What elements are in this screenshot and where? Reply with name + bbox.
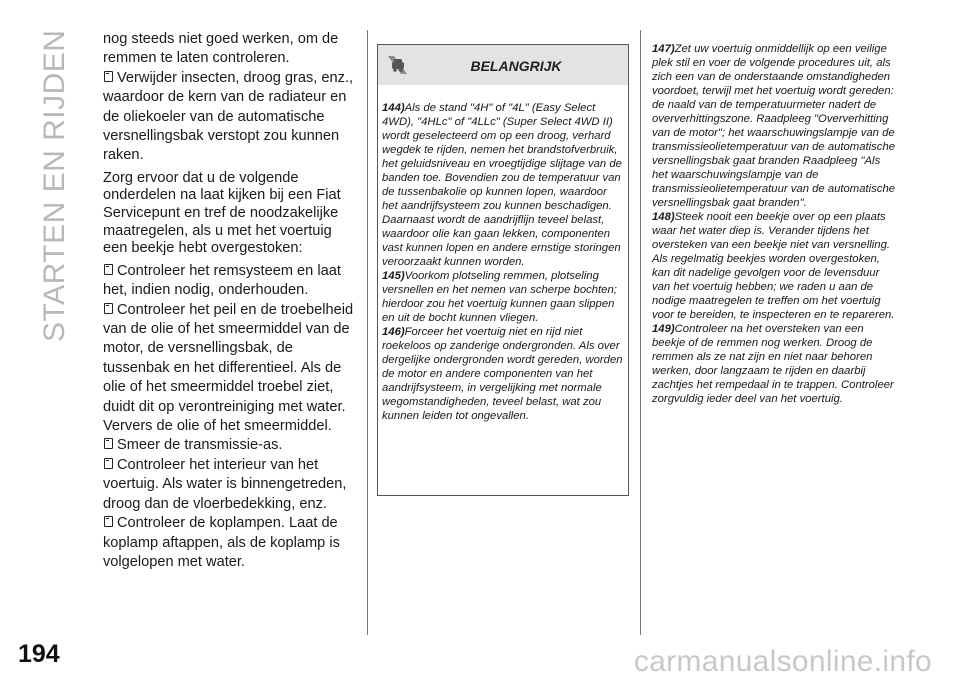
- paragraph-text: Zorg ervoor dat u de volgende onderdelen na laat kijken bij een Fiat Servicepunt en tref de noodzakelijke maatregelen, als u met het voertuig een beekje hebt overgestoken:: [103, 169, 341, 257]
- bullet-text: Controleer het peil en de troebelheid van de olie of het smeermiddel van de motor, de versnellingsbak, de tussenbak en het differentieel. Als de olie of het smeermiddel troebel ziet, duidt dit op verontreiniging met water. Ververs de olie of het smeermiddel.: [103, 301, 354, 435]
- note-text: Als de stand "4H" of "4L" (Easy Select 4WD), "4HLc" of "4LLc" (Super Select 4WD II) wordt geselecteerd om op een droog, verhard wegdek te rijden, nemen het brandstofverbruik, het geluidsniveau en vroegtijdige slijtage van de banden toe. Bovendien zou de temperatuur van de tussenbakolie op kunnen lopen, waardoor het aandrijfsysteem zou kunnen beschadigen. Daarnaast wordt de aandrijflijn teveel belast, waardoor olie kan gaan lekken, componenten vast kunnen lopen en andere ernstige storingen veroorzaakt kunnen worden.: [382, 102, 622, 268]
- bullet-item: [103, 262, 355, 301]
- main-text-column: [103, 30, 355, 572]
- bullet-text: Verwijder insecten, droog gras, enz., waardoor de kern van de radiateur en de oliekoeler van de automatische versnellingsbak verstopt zou kunnen raken.: [103, 69, 354, 164]
- paragraph: [103, 170, 355, 258]
- note-item: [652, 42, 898, 210]
- bullet-text: Controleer het remsysteem en laat het, indien nodig, onderhouden.: [103, 262, 341, 299]
- bullet-text: Controleer het interieur van het voertuig. Als water is binnengetreden, droog dan de vloerbedekking, enz.: [103, 456, 347, 512]
- note-item: [382, 101, 623, 269]
- bullet-text: Smeer de transmissie-as.: [117, 437, 283, 454]
- note-number: 145): [382, 270, 405, 282]
- bullet-item: [103, 514, 355, 572]
- notes-column: [652, 42, 898, 406]
- checkbox-bullet-icon: [103, 264, 113, 275]
- note-item: [652, 322, 898, 406]
- checkbox-bullet-icon: [103, 516, 113, 527]
- checkbox-bullet-icon: [103, 438, 113, 449]
- bullet-item: [103, 301, 355, 437]
- page-number: 194: [18, 640, 60, 668]
- note-item: [652, 210, 898, 322]
- note-number: 149): [652, 323, 675, 335]
- section-side-title: [38, 29, 82, 386]
- note-item: [382, 325, 623, 423]
- note-text: Forceer het voertuig niet en rijd niet roekeloos op zanderige ondergronden. Als over dergelijke ondergronden wordt gereden, worden de motor en andere componenten van het aandrijfsysteem, in vergelijking met normale wegomstandigheden, teveel belast, wat zou kunnen leiden tot ongevallen.: [382, 326, 623, 422]
- bullet-item: [103, 436, 355, 455]
- checkbox-bullet-icon: [103, 458, 113, 469]
- note-number: 144): [382, 102, 405, 114]
- watermark-link[interactable]: carmanualsonline.info: [633, 645, 932, 678]
- bullet-item: [103, 69, 355, 166]
- note-number: 148): [652, 211, 675, 223]
- checkbox-bullet-icon: [103, 71, 113, 82]
- warning-box: [377, 44, 629, 496]
- column-divider: [640, 30, 641, 635]
- note-text: Voorkom plotseling remmen, plotseling versnellen en het nemen van scherpe bochten; hierdoor zou het voertuig kunnen gaan slippen en uit de bocht kunnen vliegen.: [382, 270, 617, 324]
- note-number: 146): [382, 326, 405, 338]
- bullet-item: [103, 456, 355, 514]
- note-item: [382, 269, 623, 325]
- warning-box-title: BELANGRIJK: [470, 58, 562, 74]
- note-text: Steek nooit een beekje over op een plaats waar het water diep is. Verander tijdens het oversteken van een beekje niet van versnelling. Als regelmatig beekjes worden overgestoken, kan dit nadelige gevolgen voor de levensduur van het voertuig hebben; we raden u aan de nodige maatregelen te treffen om het voertuig voor te bereiden, te inspecteren en te repareren.: [652, 211, 895, 321]
- column-divider: [367, 30, 368, 635]
- note-text: Controleer na het oversteken van een beekje of de remmen nog werken. Droog de remmen als ze nat zijn en niet naar behoren werken, door langzaam te rijden en daarbij zachtjes het rempedaal in te trappen. Controleer zorgvuldig ieder deel van het voertuig.: [652, 323, 894, 405]
- section-side-title-text: STARTEN EN RIJDEN: [38, 29, 71, 342]
- warning-box-header: [378, 45, 628, 85]
- bullet-text: Controleer de koplampen. Laat de koplamp aftappen, als de koplamp is volgelopen met water.: [103, 515, 340, 570]
- note-text: Zet uw voertuig onmiddellijk op een veilige plek stil en voer de volgende procedures uit, als zich een van de onderstaande omstandigheden voordoet, terwijl met het voertuig wordt gereden: de naald van de temperatuurmeter nadert de oververhittingszone. Raadpleeg "Oververhitting van de motor"; het waarschuwingslampje van de transmissieolietemperatuur van de automatische versnellingsbak gaat branden Raadpleeg "Als het waarschuwingslampje van de transmissieolietemperatuur van de automatische versnellingsbak gaat branden".: [652, 43, 896, 209]
- warning-box-body: [378, 85, 628, 423]
- paragraph: nog steeds niet goed werken, om de remmen te laten controleren.: [103, 31, 339, 67]
- note-number: 147): [652, 43, 675, 55]
- checkbox-bullet-icon: [103, 303, 113, 314]
